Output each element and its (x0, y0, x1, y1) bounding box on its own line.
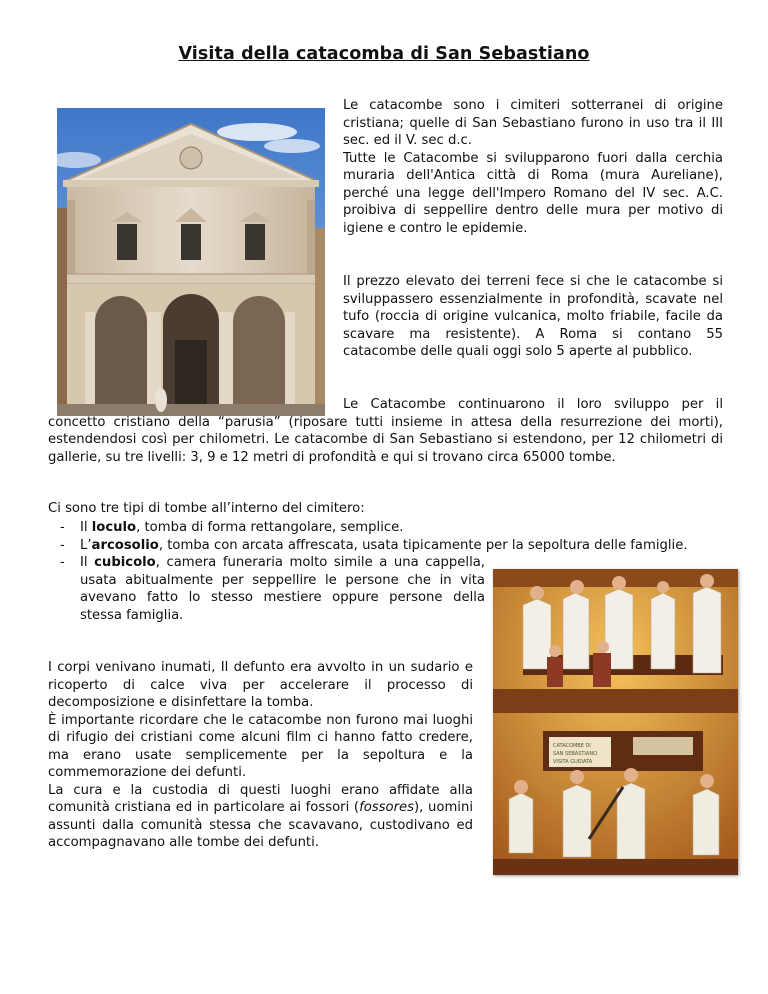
plaque-line: CATACOMBE DI (553, 743, 591, 749)
page-title: Visita della catacomba di San Sebastiano (178, 44, 590, 64)
plaque-line: VISITA GUIDATA (553, 759, 593, 765)
intro-block (343, 97, 723, 237)
paragraph-definition: Le catacombe sono i cimiteri sotterranei di origine cristiana; quelle di San Sebastiano furono in uso tra il III sec. ed il V. sec d.c. (343, 98, 723, 148)
list-dash: - (60, 555, 65, 570)
term-loculo: loculo (91, 520, 137, 535)
paragraph-parusia: Le Catacombe continuarono il loro sviluppo per il concetto cristiano della “parusia” (riposare tutti insieme in attesa della resurrezione dei morti), estendendosi così per chilometri. Le catacombe di San Sebastiano si estendono, per 12 chilometri di gallerie, su tre livelli: 3, 9 e 12 metri di profondità e qui si trovano circa 65000 tombe. (48, 397, 723, 465)
fossores-fresco-image (493, 569, 738, 875)
paragraph-fossores: La cura e la custodia di questi luoghi erano affidate alla comunità cristiana ed in particolare ai fossori (fossores), uomini assunti dalla comunità stessa che scavavano, custodivano ed accompagnavano alle tombe dei defunti. (48, 782, 473, 850)
paragraph-refuge: È importante ricordare che le catacombe non furono mai luoghi di rifugio dei cristiani come alcuni film ci hanno fatto credere, ma erano usate semplicemente per la sepoltura e la commemorazione dei defunti. (48, 712, 473, 780)
list-dash: - (60, 520, 65, 535)
catacomb-church-photo (57, 108, 325, 416)
list-item: - Il loculo, tomba di forma rettangolare, semplice. (60, 520, 404, 535)
term-arcosolio: arcosolio (91, 537, 159, 553)
term-cubicolo: cubicolo (94, 555, 156, 570)
paragraph-burial: I corpi venivano inumati, Il defunto era avvolto in un sudario e ricoperto di calce viva per accelerare il processo di decomposizione e disinfettare la tomba. (48, 660, 473, 710)
list-item: - L’arcosolio, tomba con arcata affrescata, usata tipicamente per la sepoltura delle famiglie. (60, 537, 688, 553)
parusia-block (48, 396, 723, 466)
plaque-line: SAN SEBASTIANO (553, 751, 597, 757)
depth-block (343, 273, 723, 361)
tomb-types-intro: Ci sono tre tipi di tombe all’interno del cimitero: (48, 501, 365, 516)
paragraph-depth: Il prezzo elevato dei terreni fece si che le catacombe si sviluppassero essenzialmente in profondità, scavate nel tufo (roccia di origine vulcanica, molto friabile, facile da scavare ma resistente). A Roma si contano 55 catacombe delle quali oggi solo 5 aperte al pubblico. (343, 274, 723, 359)
term-fossores-latin: fossores (359, 800, 415, 815)
lower-text-block (48, 659, 473, 852)
tomb-types-intro-block (48, 500, 723, 518)
paragraph-location: Tutte le Catacombe si svilupparono fuori dalla cerchia muraria dell'Antica città di Roma (mura Aureliane), perché una legge dell'Impero Romano del IV sec. A.C. proibiva di seppellire dentro delle mura per motivo di igiene e contro le epidemie. (343, 150, 723, 236)
list-item: - Il cubicolo, camera funeraria molto simile a una cappella, usata abitualmente per seppellire le persone che in vita avevano fatto lo stesso mestiere oppure persone della stessa famiglia. (60, 555, 486, 623)
list-dash: - (60, 537, 65, 553)
